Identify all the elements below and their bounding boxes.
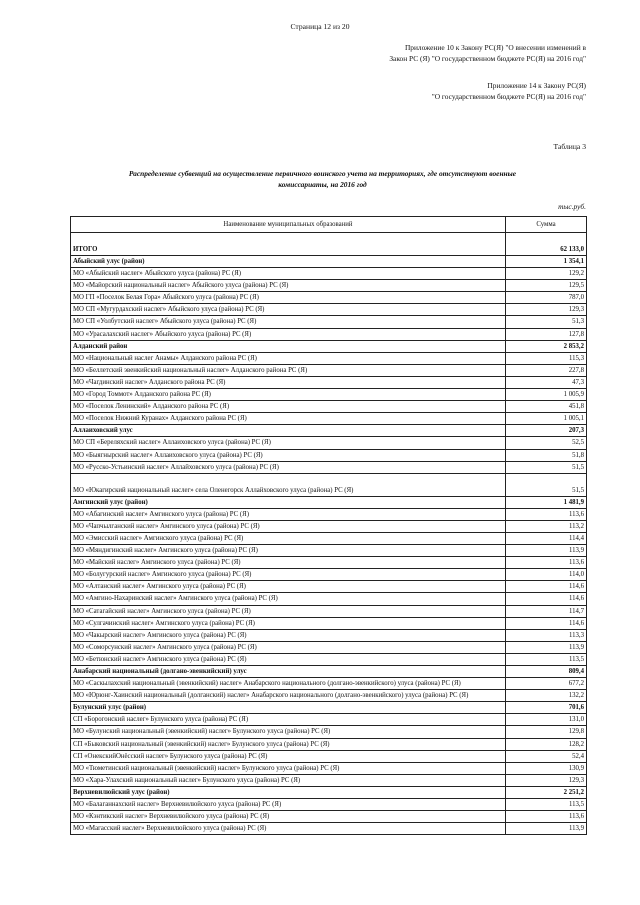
row-sum: 51,3 bbox=[506, 316, 587, 328]
row-name: МО «Абыйский наслег» Абыйского улуса (района) РС (Я) bbox=[71, 268, 506, 280]
row-sum: 113,9 bbox=[506, 545, 587, 557]
table-row bbox=[71, 364, 587, 376]
row-sum: 114,6 bbox=[506, 593, 587, 605]
document-title bbox=[80, 168, 565, 190]
table-row-group bbox=[71, 496, 587, 508]
row-name: МО «Магасский наслег» Верхневилюйского улуса (района) РС (Я) bbox=[71, 823, 506, 835]
row-name: МО «Поселок Ленинский» Алданского района РС (Я) bbox=[71, 401, 506, 413]
row-sum: 677,2 bbox=[506, 678, 587, 690]
row-name: МО «Болугурский наслег» Амгинского улуса (района) РС (Я) bbox=[71, 569, 506, 581]
row-name: МО «Соморсунский наслег» Амгинского улуса (района) РС (Я) bbox=[71, 641, 506, 653]
subvention-table bbox=[70, 216, 587, 835]
row-name: МО «Беллетский эвенкийский национальный наслег» Алданского района РС (Я) bbox=[71, 364, 506, 376]
table-row bbox=[71, 641, 587, 653]
row-name: Абыйский улус (район) bbox=[71, 256, 506, 268]
row-name: МО «Юрюнг-Хаинский национальный (долганский) наслег» Анабарского национального (долгано-эвенкийского) улуса (района) РС (Я) bbox=[71, 690, 506, 702]
row-name: Амгинский улус (район) bbox=[71, 496, 506, 508]
row-sum: 1 005,9 bbox=[506, 389, 587, 401]
table-label: Таблица 3 bbox=[553, 142, 586, 151]
row-sum: 2 853,2 bbox=[506, 340, 587, 352]
appendix-10-line-2: Закон РС (Я) "О государственном бюджете РС(Я) на 2016 год" bbox=[389, 54, 586, 63]
table-row bbox=[71, 316, 587, 328]
row-sum: 129,5 bbox=[506, 280, 587, 292]
row-name: МО «Майский наслег» Амгинского улуса (района) РС (Я) bbox=[71, 557, 506, 569]
row-sum: 114,7 bbox=[506, 605, 587, 617]
table-row bbox=[71, 508, 587, 520]
row-name: МО «Сатагайский наслег» Амгинского улуса (района) РС (Я) bbox=[71, 605, 506, 617]
row-sum: 114,6 bbox=[506, 581, 587, 593]
row-name: МО «Поселок Нижний Куранах» Алданского района РС (Я) bbox=[71, 413, 506, 425]
table-row bbox=[71, 811, 587, 823]
row-name: МО «Сулгачинский наслег» Амгинского улуса (района) РС (Я) bbox=[71, 617, 506, 629]
header-sum: Сумма bbox=[506, 217, 587, 233]
row-sum: 113,5 bbox=[506, 799, 587, 811]
row-name: МО СП «Береляхский наслег» Аллаиховского улуса (района) РС (Я) bbox=[71, 437, 506, 449]
row-sum: 127,8 bbox=[506, 328, 587, 340]
row-name: МО «Юкагирский национальный наслег» села Оленегорск Аллайховского улуса (района) РС (Я) bbox=[71, 473, 506, 496]
table-row bbox=[71, 328, 587, 340]
row-name: МО «Русско-Устьинский наслег» Аллайховского улуса (района) РС (Я) bbox=[71, 461, 506, 473]
appendix-10-caption bbox=[336, 42, 586, 64]
table-row bbox=[71, 304, 587, 316]
row-name: МО «Мяндигинский наслег» Амгинского улуса (района) РС (Я) bbox=[71, 545, 506, 557]
appendix-14-caption bbox=[336, 80, 586, 102]
table-row bbox=[71, 774, 587, 786]
row-sum: 51,5 bbox=[506, 473, 587, 496]
row-sum: 132,2 bbox=[506, 690, 587, 702]
row-sum: 113,6 bbox=[506, 508, 587, 520]
table-row bbox=[71, 461, 587, 473]
table-row-group bbox=[71, 256, 587, 268]
table-row-group bbox=[71, 340, 587, 352]
table-row-group bbox=[71, 666, 587, 678]
table-row bbox=[71, 557, 587, 569]
row-name: МО «Тюметинский национальный (эвенкийский) наслег» Булунского улуса (района) РС (Я) bbox=[71, 762, 506, 774]
row-sum: 207,3 bbox=[506, 425, 587, 437]
row-name: МО ГП «Поселок Белая Гора» Абыйского улуса (района) РС (Я) bbox=[71, 292, 506, 304]
row-sum: 52,5 bbox=[506, 437, 587, 449]
row-name: СП «OнeкcкийOнёсский наслег» Булунского улуса (района) РС (Я) bbox=[71, 750, 506, 762]
row-sum: 128,2 bbox=[506, 738, 587, 750]
row-name: МО «Майорский национальный наслег» Абыйского улуса (района) РС (Я) bbox=[71, 280, 506, 292]
appendix-14-line-1: Приложение 14 к Закону РС(Я) bbox=[487, 81, 586, 90]
table-row bbox=[71, 545, 587, 557]
row-name: МО «Чапчылганский наслег» Амгинского улуса (района) РС (Я) bbox=[71, 520, 506, 532]
table-row bbox=[71, 653, 587, 665]
row-name: Анабарский национальный (долгано-эвенкийский) улус bbox=[71, 666, 506, 678]
row-name: МО «Хара-Улахский национальный наслег» Булунского улуса (района) РС (Я) bbox=[71, 774, 506, 786]
row-sum: 451,8 bbox=[506, 401, 587, 413]
table-row bbox=[71, 678, 587, 690]
row-sum: 130,9 bbox=[506, 762, 587, 774]
row-name: МО «Кэнтикский наслег» Верхневилюйского улуса (района) РС (Я) bbox=[71, 811, 506, 823]
table-row bbox=[71, 449, 587, 461]
row-sum: 701,6 bbox=[506, 702, 587, 714]
table-row bbox=[71, 437, 587, 449]
row-sum: 51,5 bbox=[506, 461, 587, 473]
table-row bbox=[71, 268, 587, 280]
row-name: Алданский район bbox=[71, 340, 506, 352]
table-row bbox=[71, 280, 587, 292]
row-sum: 1 354,1 bbox=[506, 256, 587, 268]
appendix-14-line-2: "О государственном бюджете РС(Я) на 2016 год" bbox=[431, 92, 586, 101]
table-row bbox=[71, 605, 587, 617]
appendix-10-line-1: Приложение 10 к Закону РС(Я) "О внесении изменений в bbox=[404, 43, 586, 52]
row-sum: 113,6 bbox=[506, 557, 587, 569]
table-row bbox=[71, 714, 587, 726]
row-sum: 114,4 bbox=[506, 532, 587, 544]
row-name: МО «Быягнырский наслег» Аллаиховского улуса (района) РС (Я) bbox=[71, 449, 506, 461]
table-header-row bbox=[71, 217, 587, 233]
page-number: Страница 12 из 20 bbox=[290, 22, 350, 31]
table-row bbox=[71, 738, 587, 750]
table-row bbox=[71, 569, 587, 581]
header-name: Наименование муниципальных образований bbox=[71, 217, 506, 233]
row-sum: 1 005,1 bbox=[506, 413, 587, 425]
table-row-group bbox=[71, 786, 587, 798]
table-row bbox=[71, 581, 587, 593]
table-row bbox=[71, 473, 587, 496]
row-sum: 129,2 bbox=[506, 268, 587, 280]
row-sum: 113,3 bbox=[506, 629, 587, 641]
row-name: Аллаиховский улус bbox=[71, 425, 506, 437]
row-name: Верхневилюйский улус (район) bbox=[71, 786, 506, 798]
row-name: Булунский улус (район) bbox=[71, 702, 506, 714]
row-name: МО «Абагинский наслег» Амгинского улуса (района) РС (Я) bbox=[71, 508, 506, 520]
row-sum: 113,9 bbox=[506, 823, 587, 835]
table-row bbox=[71, 352, 587, 364]
row-name: СП «Борогонский наслег» Булунского улуса (района) РС (Я) bbox=[71, 714, 506, 726]
table-row bbox=[71, 532, 587, 544]
row-sum: 129,3 bbox=[506, 304, 587, 316]
row-sum: 2 251,2 bbox=[506, 786, 587, 798]
row-name: МО «Алтанский наслег» Амгинского улуса (района) РС (Я) bbox=[71, 581, 506, 593]
table-row bbox=[71, 376, 587, 388]
row-name: МО «Саскылахский национальный (эвенкийский) наслег» Анабарского национального (долгано-эвенкийского) улуса (района) РС (Я) bbox=[71, 678, 506, 690]
table-row bbox=[71, 762, 587, 774]
table-row bbox=[71, 520, 587, 532]
table-row bbox=[71, 726, 587, 738]
table-row bbox=[71, 750, 587, 762]
row-name: МО «Булунский национальный (эвенкийский) наслег» Булунского улуса (района) РС (Я) bbox=[71, 726, 506, 738]
row-sum: 1 481,9 bbox=[506, 496, 587, 508]
row-sum: 52,4 bbox=[506, 750, 587, 762]
table-row-group bbox=[71, 425, 587, 437]
row-name: МО «Город Томмот» Алданского района РС (Я) bbox=[71, 389, 506, 401]
row-name: ИТОГО bbox=[71, 233, 506, 256]
row-name: МО «Чагдинский наслег» Алданского района РС (Я) bbox=[71, 376, 506, 388]
table-row bbox=[71, 629, 587, 641]
row-sum: 129,8 bbox=[506, 726, 587, 738]
table-row bbox=[71, 593, 587, 605]
row-sum: 114,0 bbox=[506, 569, 587, 581]
table-row bbox=[71, 389, 587, 401]
table-row bbox=[71, 413, 587, 425]
row-sum: 809,4 bbox=[506, 666, 587, 678]
row-sum: 62 133,0 bbox=[506, 233, 587, 256]
table-row-group bbox=[71, 702, 587, 714]
table-row bbox=[71, 823, 587, 835]
table-row bbox=[71, 292, 587, 304]
table-row bbox=[71, 401, 587, 413]
row-sum: 227,8 bbox=[506, 364, 587, 376]
table-row bbox=[71, 799, 587, 811]
row-sum: 115,3 bbox=[506, 352, 587, 364]
row-sum: 131,0 bbox=[506, 714, 587, 726]
row-sum: 787,0 bbox=[506, 292, 587, 304]
row-name: МО «Урасалахский наслег» Абыйского улуса (района) РС (Я) bbox=[71, 328, 506, 340]
title-line-1: Распределение субвенций на осуществление первичного воинского учета на территориях, где отсутствуют военные bbox=[128, 169, 517, 178]
row-name: МО «Амгино-Нахаринский наслег» Амгинского улуса (района) РС (Я) bbox=[71, 593, 506, 605]
table-row bbox=[71, 617, 587, 629]
row-name: МО «Бетюнский наслег» Амгинского улуса (района) РС (Я) bbox=[71, 653, 506, 665]
row-sum: 113,9 bbox=[506, 641, 587, 653]
row-sum: 51,8 bbox=[506, 449, 587, 461]
units-label: тыс.руб. bbox=[558, 202, 586, 211]
row-name: МО «Чакырский наслег» Амгинского улуса (района) РС (Я) bbox=[71, 629, 506, 641]
table-row-group bbox=[71, 233, 587, 256]
row-name: МО «Национальный наслег Анамы» Алданского района РС (Я) bbox=[71, 352, 506, 364]
row-name: МО «Балаганнахский наслег» Верхневилюйского улуса (района) РС (Я) bbox=[71, 799, 506, 811]
row-sum: 129,3 bbox=[506, 774, 587, 786]
table-body bbox=[71, 233, 587, 835]
row-sum: 47,3 bbox=[506, 376, 587, 388]
row-name: МО «Эмисский наслег» Амгинского улуса (района) РС (Я) bbox=[71, 532, 506, 544]
row-sum: 113,2 bbox=[506, 520, 587, 532]
row-name: МО СП «Мугурдахский наслег» Абыйского улуса (района) РС (Я) bbox=[71, 304, 506, 316]
title-line-2: комиссариаты, на 2016 год bbox=[278, 180, 367, 189]
row-sum: 114,6 bbox=[506, 617, 587, 629]
table-row bbox=[71, 690, 587, 702]
row-sum: 113,6 bbox=[506, 811, 587, 823]
row-name: СП «Быковский национальный (эвенкийский) наслег» Булунского улуса (района) РС (Я) bbox=[71, 738, 506, 750]
row-name: МО СП «Уолбутский наслег» Абыйского улуса (района) РС (Я) bbox=[71, 316, 506, 328]
row-sum: 113,5 bbox=[506, 653, 587, 665]
